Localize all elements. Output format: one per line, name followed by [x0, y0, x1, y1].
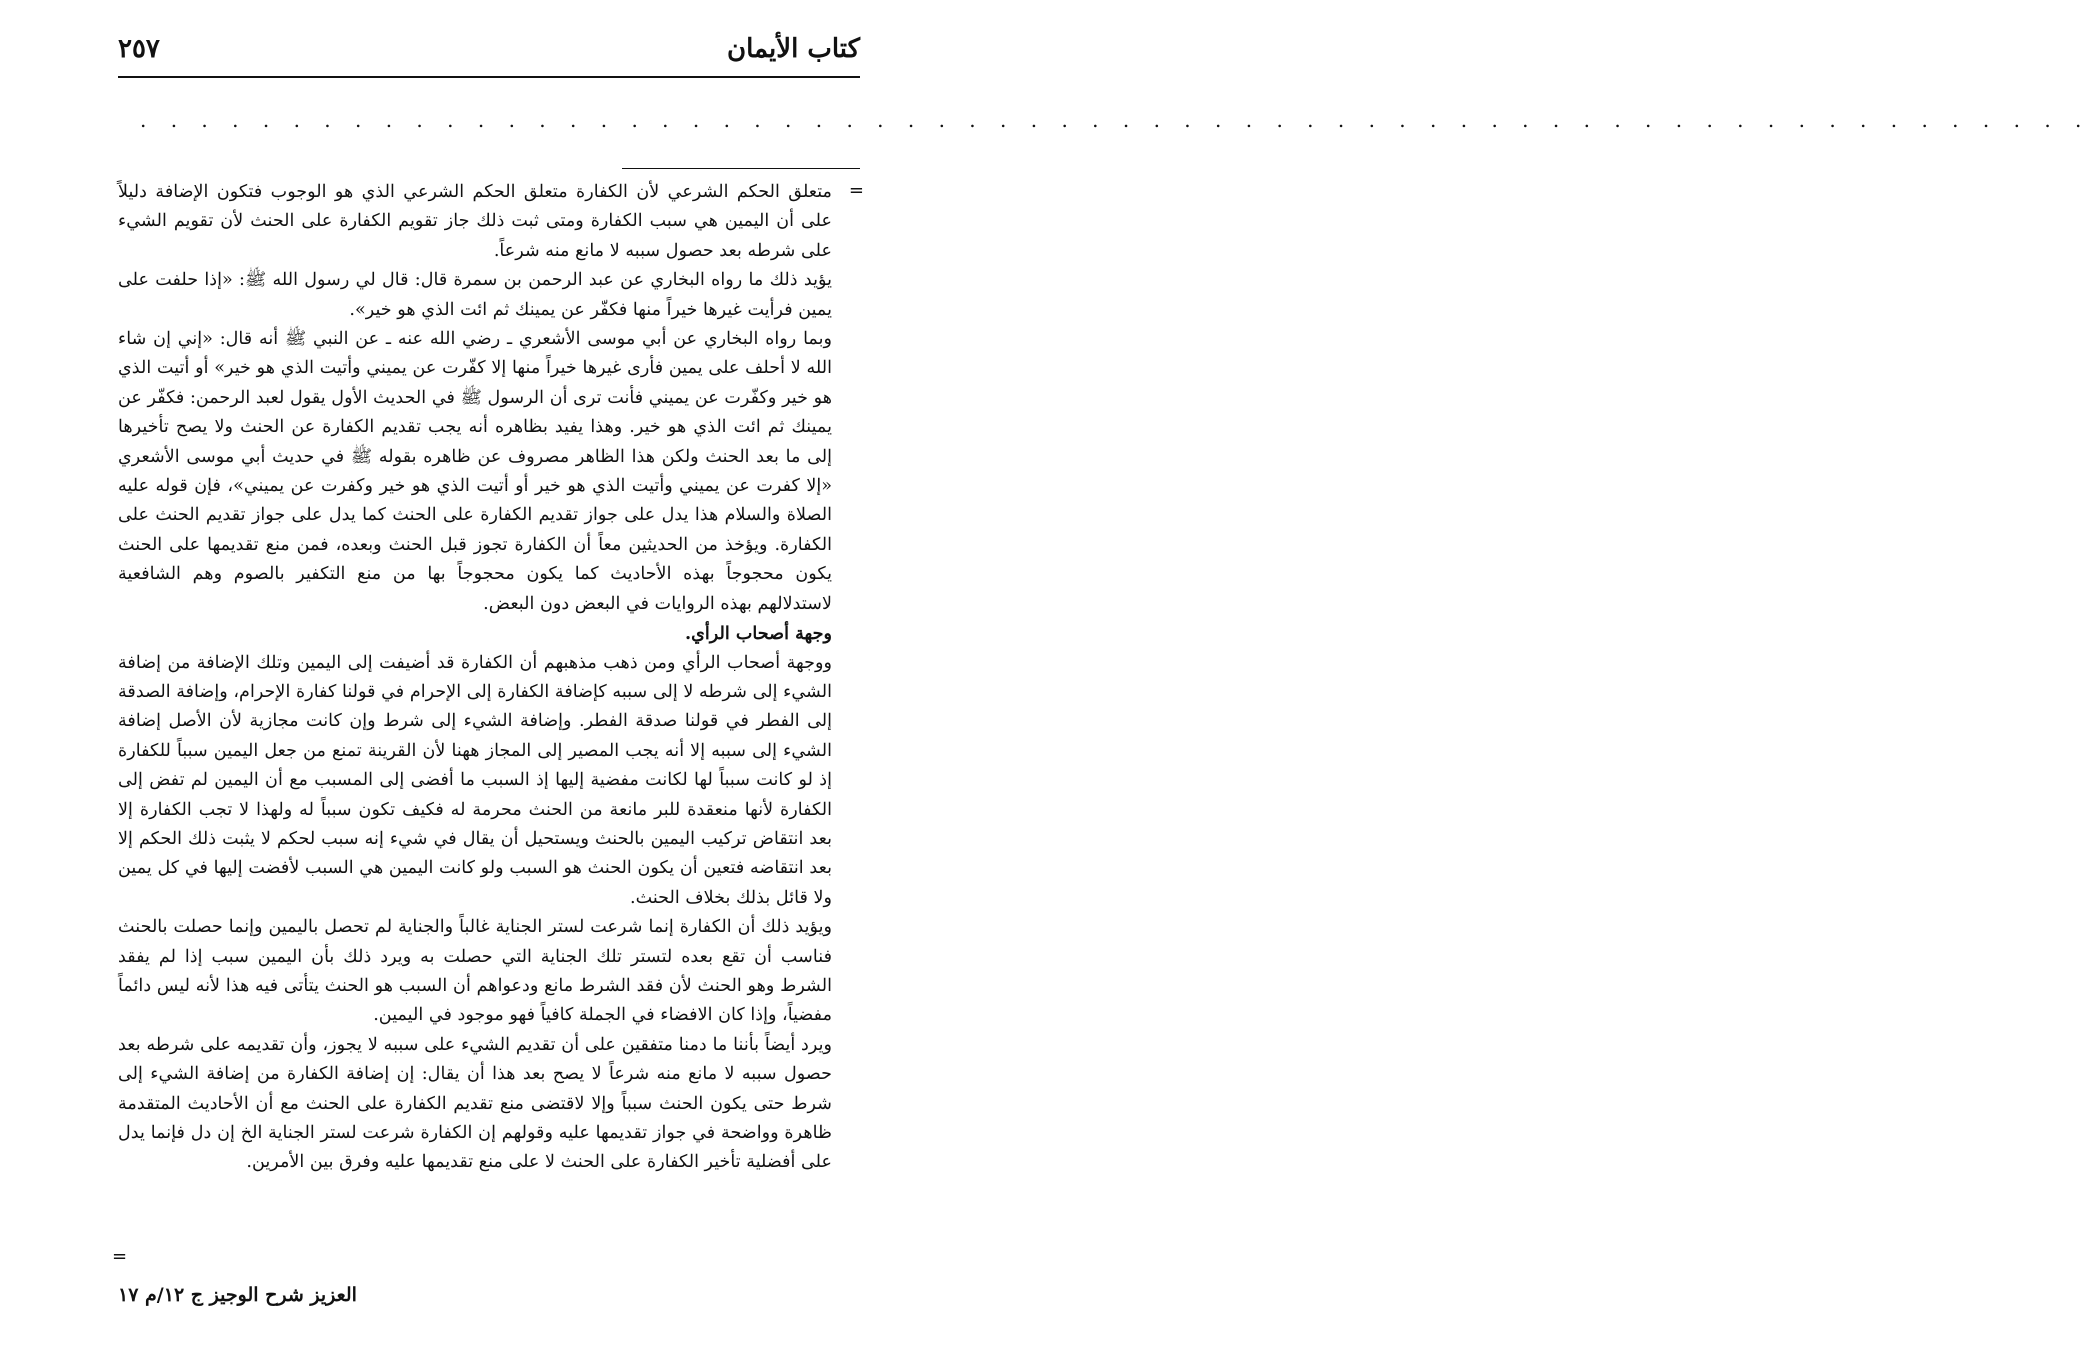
footnote-body	[118, 178, 832, 1178]
continuation-mark-top: =	[848, 180, 864, 201]
dotted-separator: . . . . . . . . . . . . . . . . . . . . . . . . . . . . . . . . . . . . . . . . . . . . . . . . . . . . . . . . . . . . . . . .	[140, 108, 2090, 132]
footnote-rule	[622, 168, 860, 169]
paragraph-1: متعلق الحكم الشرعي لأن الكفارة متعلق الحكم الشرعي الذي هو الوجوب فتكون الإضافة دليلاً على أن اليمين هي سبب الكفارة ومتى ثبت ذلك جاز تقويم الكفارة على الحنث لأن تقويم الشيء على شرطه بعد حصول سببه لا مانع منه شرعاً.	[118, 182, 832, 261]
paragraph-4: ووجهة أصحاب الرأي ومن ذهب مذهبهم أن الكفارة قد أضيفت إلى اليمين وتلك الإضافة من إضافة الشيء إلى شرطه لا إلى سببه كإضافة الكفارة إلى الإحرام في قولنا كفارة الإحرام، وإضافة الصدقة إلى الفطر في قولنا صدقة الفطر. وإضافة الشيء إلى شرط وإن كانت مجازية لأن الأصل إضافة الشيء إلى سببه إلا أنه يجب المصير إلى المجاز ههنا لأن القرينة تمنع من جعل اليمين سبباً للكفارة إذ لو كانت سبباً لها لكانت مفضية إليها إذ السبب ما أفضى إلى المسبب مع أن اليمين لم تفض إلى الكفارة لأنها منعقدة للبر مانعة من الحنث محرمة له فكيف تكون سبباً له ولهذا لا تجب الكفارة إلا بعد انتقاض تركيب اليمين بالحنث ويستحيل أن يقال في شيء إنه سبب لحكم لا يثبت ذلك الحكم إلا بعد انتقاضه فتعين أن يكون الحنث هو السبب ولو كانت اليمين هي السبب لأفضت إليها في كل يمين ولا قائل بذلك بخلاف الحنث.	[118, 652, 833, 908]
paragraph-6: ويرد أيضاً بأننا ما دمنا متفقين على أن تقديم الشيء على سببه لا يجوز، وأن تقديمه على شرطه بعد حصول سببه لا مانع منه شرعاً لا يصح بعد هذا أن يقال: إن إضافة الكفارة من إضافة الشيء إلى شرط حتى يكون الحنث سبباً وإلا لاقتضى منع تقديم الكفارة على الحنث مع أن الأحاديث المتقدمة ظاهرة وواضحة في جواز تقديمها عليه وقولهم إن الكفارة شرعت لستر الجناية الخ إن دل فإنما يدل على أفضلية تأخير الكفارة على الحنث لا على منع تقديمها عليه وفرق بين الأمرين.	[118, 1034, 832, 1173]
section-heading: وجهة أصحاب الرأي.	[684, 623, 832, 645]
paragraph-3: وبما رواه البخاري عن أبي موسى الأشعري ـ رضي الله عنه ـ عن النبي ﷺ أنه قال: «إني إن شاء الله لا أحلف على يمين فأرى غيرها خيراً منها إلا كفّرت عن يميني وأتيت الذي هو خير» أو أتيت الذي هو خير وكفّرت عن يميني فأنت ترى أن الرسول ﷺ في الحديث الأول يقول لعبد الرحمن: فكفّر عن يمينك ثم ائت الذي هو خير. وهذا يفيد بظاهره أنه يجب تقديم الكفارة عن الحنث ولا يصح تأخيرها إلى ما بعد الحنث ولكن هذا الظاهر مصروف عن ظاهره بقوله ﷺ في حديث أبي موسى الأشعري «إلا كفرت عن يميني وأتيت الذي هو خير أو أتيت الذي هو خير وكفرت عن يميني»، فإن قوله عليه الصلاة والسلام هذا يدل على جواز تقديم الكفارة على الحنث كما يدل على جواز تقديم الحنث على الكفارة. ويؤخذ من الحديثين معاً أن الكفارة تجوز قبل الحنث وبعده، فمن منع تقديمها على الحنث يكون محجوجاً بهذه الأحاديث كما يكون محجوجاً بها من منع التكفير بالصوم وهم الشافعية لاستدلالهم بهذه الروايات في البعض دون البعض.	[118, 329, 832, 614]
running-title: كتاب الأيمان	[726, 34, 860, 64]
page-number: ٢٥٧	[118, 34, 160, 64]
page-footer: العزيز شرح الوجيز ج ١٢/م ١٧	[118, 1284, 357, 1306]
header-rule	[118, 76, 860, 78]
paragraph-5: ويؤيد ذلك أن الكفارة إنما شرعت لستر الجناية غالباً والجناية لم تحصل باليمين وإنما حصلت بالحنث فناسب أن تقع بعده لتستر تلك الجناية التي حصلت به ويرد ذلك بأن اليمين سبب إذا لم يفقد الشرط وهو الحنث لأن فقد الشرط مانع ودعواهم أن السبب هو الحنث يتأتى فيه هذا لأنه ليس دائماً مفضياً، وإذا كان الافضاء في الجملة كافياً فهو موجود في اليمين.	[118, 917, 832, 1026]
paragraph-2: يؤيد ذلك ما رواه البخاري عن عبد الرحمن بن سمرة قال: قال لي رسول الله ﷺ: «إذا حلفت على يمين فرأيت غيرها خيراً منها فكفّر عن يمينك ثم ائت الذي هو خير».	[118, 270, 832, 320]
page-header	[118, 28, 860, 78]
continuation-mark-bottom: =	[112, 1246, 128, 1267]
